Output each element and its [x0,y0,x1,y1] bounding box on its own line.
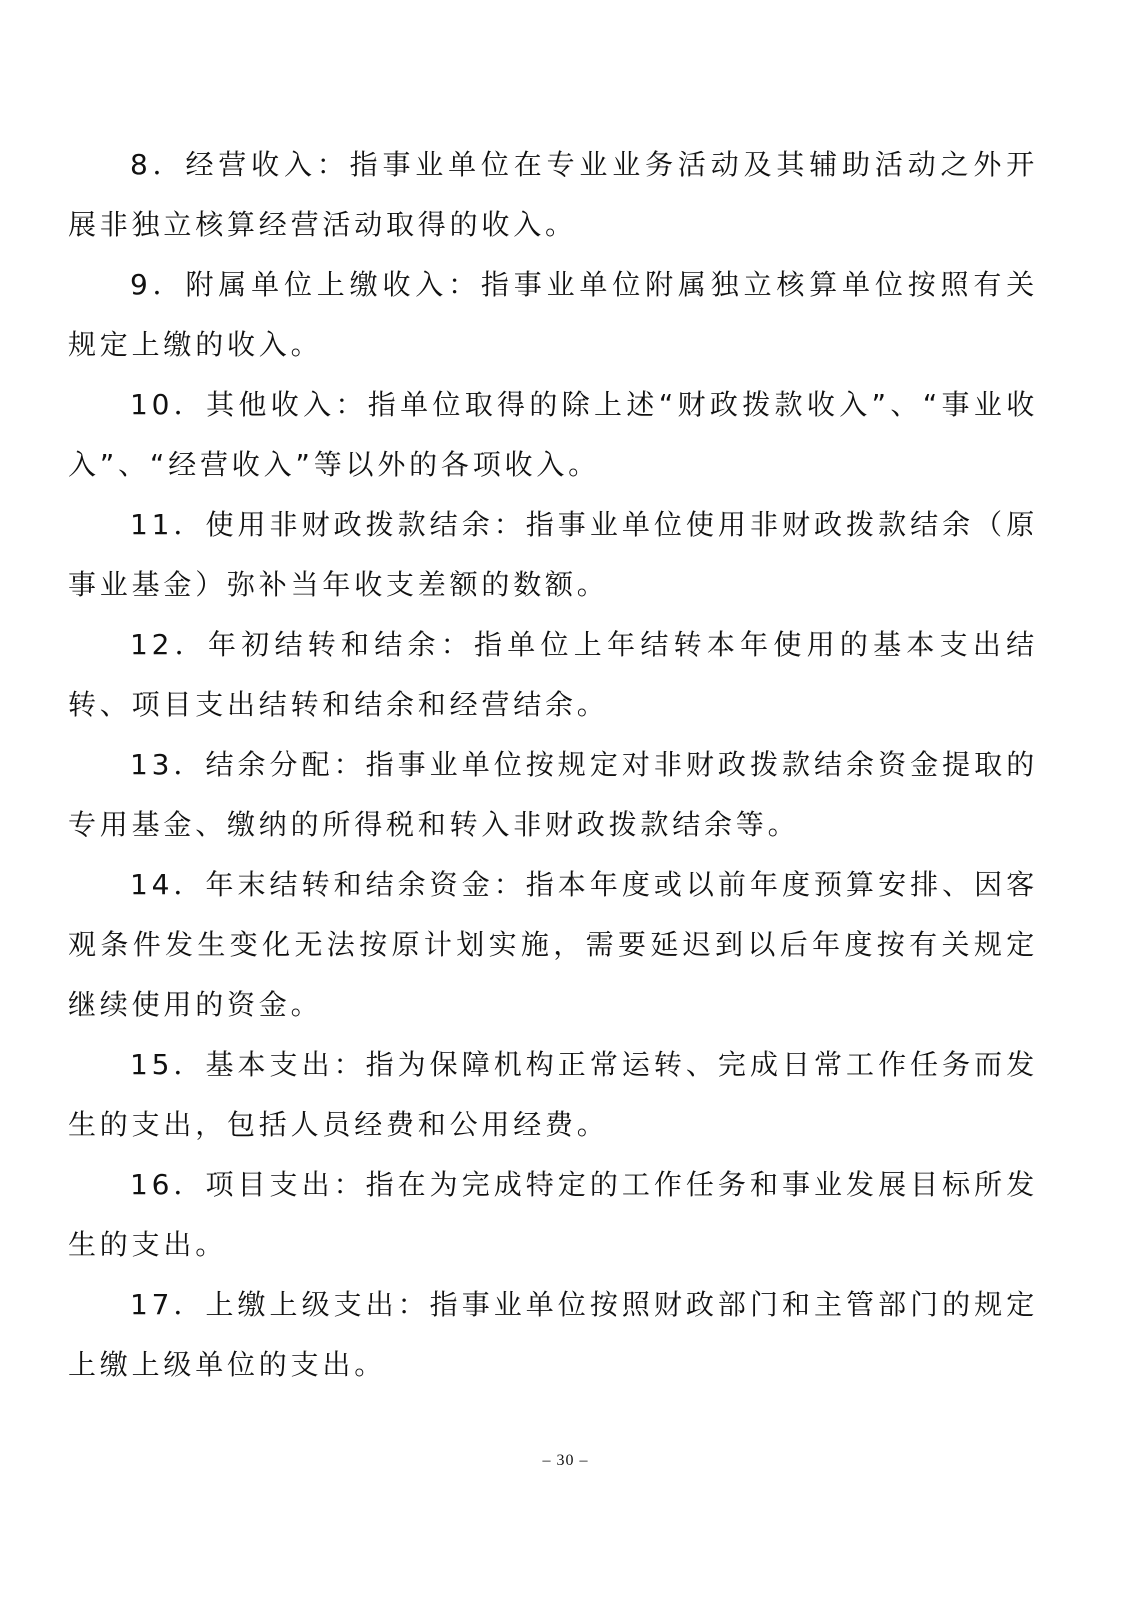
paragraph-item-8: 8．经营收入：指事业单位在专业业务活动及其辅助活动之外开展非独立核算经营活动取得的收入。 [68,148,1038,241]
paragraph-item-17: 17．上缴上级支出：指事业单位按照财政部门和主管部门的规定上缴上级单位的支出。 [68,1288,1038,1381]
paragraph-item-16: 16．项目支出：指在为完成特定的工作任务和事业发展目标所发生的支出。 [68,1168,1038,1261]
paragraph-item-9: 9．附属单位上缴收入：指事业单位附属独立核算单位按照有关规定上缴的收入。 [68,268,1038,361]
paragraph-item-12: 12．年初结转和结余：指单位上年结转本年使用的基本支出结转、项目支出结转和结余和经营结余。 [68,628,1038,721]
paragraph-item-14: 14．年末结转和结余资金：指本年度或以前年度预算安排、因客观条件发生变化无法按原计划实施，需要延迟到以后年度按有关规定继续使用的资金。 [68,868,1038,1021]
paragraph-item-15: 15．基本支出：指为保障机构正常运转、完成日常工作任务而发生的支出，包括人员经费和公用经费。 [68,1048,1038,1141]
paragraph-item-10: 10．其他收入：指单位取得的除上述“财政拨款收入”、“事业收入”、“经营收入”等以外的各项收入。 [68,388,1038,481]
paragraph-item-11: 11．使用非财政拨款结余：指事业单位使用非财政拨款结余（原事业基金）弥补当年收支差额的数额。 [68,508,1038,601]
page-number: – 30 – [542,1452,589,1469]
paragraph-item-13: 13．结余分配：指事业单位按规定对非财政拨款结余资金提取的专用基金、缴纳的所得税和转入非财政拨款结余等。 [68,748,1038,841]
document-body [68,135,1038,1395]
